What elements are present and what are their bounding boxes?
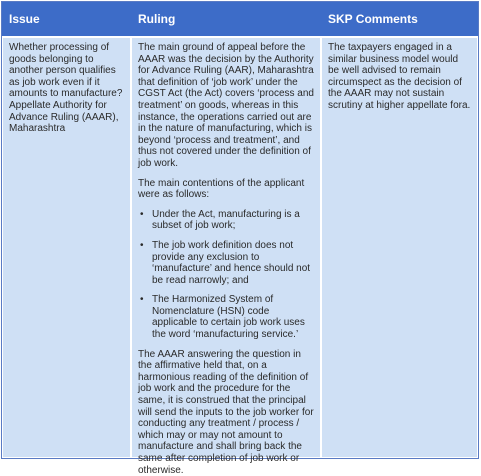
contentions-list bbox=[138, 209, 314, 341]
header-issue: Issue bbox=[2, 2, 131, 36]
ruling-paragraph-2: The main contentions of the applicant were as follows: bbox=[138, 177, 305, 201]
list-item: • The Harmonized System of Nomenclature (HSN) code applicable to certain job work uses the word ‘manufacturing service.’ bbox=[138, 294, 314, 340]
list-item: • Under the Act, manufacturing is a subset of job work; bbox=[138, 209, 314, 232]
header-ruling: Ruling bbox=[131, 2, 321, 36]
cell-comments bbox=[322, 38, 477, 457]
issue-text: Whether processing of goods belonging to another person qualifies as job work even if it amounts to manufacture? Appellate Authority for Advance Ruling (AAAR), Maharashtra bbox=[9, 42, 123, 135]
cell-issue bbox=[3, 38, 130, 457]
cell-ruling bbox=[132, 38, 320, 476]
ruling-paragraph-3: The AAAR answering the question in the affirmative held that, on a harmonious reading of the definition of job work and the procedure for the same, it is construed that the principal will send the inputs to the job worker for conducting any treatment / process / which may or may not amount to manufacture and shall bring back the same after completion of job work or otherwise. bbox=[138, 348, 314, 476]
list-item: • The job work definition does not provide any exclusion to ‘manufacture’ and hence should not be read narrowly; and bbox=[138, 240, 314, 286]
ruling-paragraph-1: The main ground of appeal before the AAAR was the decision by the Authority for Advance Ruling (AAR), Maharashtra that definition of ‘job work’ under the CGST Act (the Act) covers ‘process and treatment’ on goods, whereas in this instance, the operations carried out are in the nature of manufacturing, which is beyond ‘process and treatment’, and thus not covered under the definition of job work. bbox=[138, 42, 314, 169]
ruling-table bbox=[1, 1, 479, 476]
comments-text: The taxpayers engaged in a similar business model would be well advised to remain circumspect as the decision of the AAAR may not sustain scrutiny at higher appellate fora. bbox=[328, 42, 471, 111]
header-comments: SKP Comments bbox=[321, 2, 478, 36]
